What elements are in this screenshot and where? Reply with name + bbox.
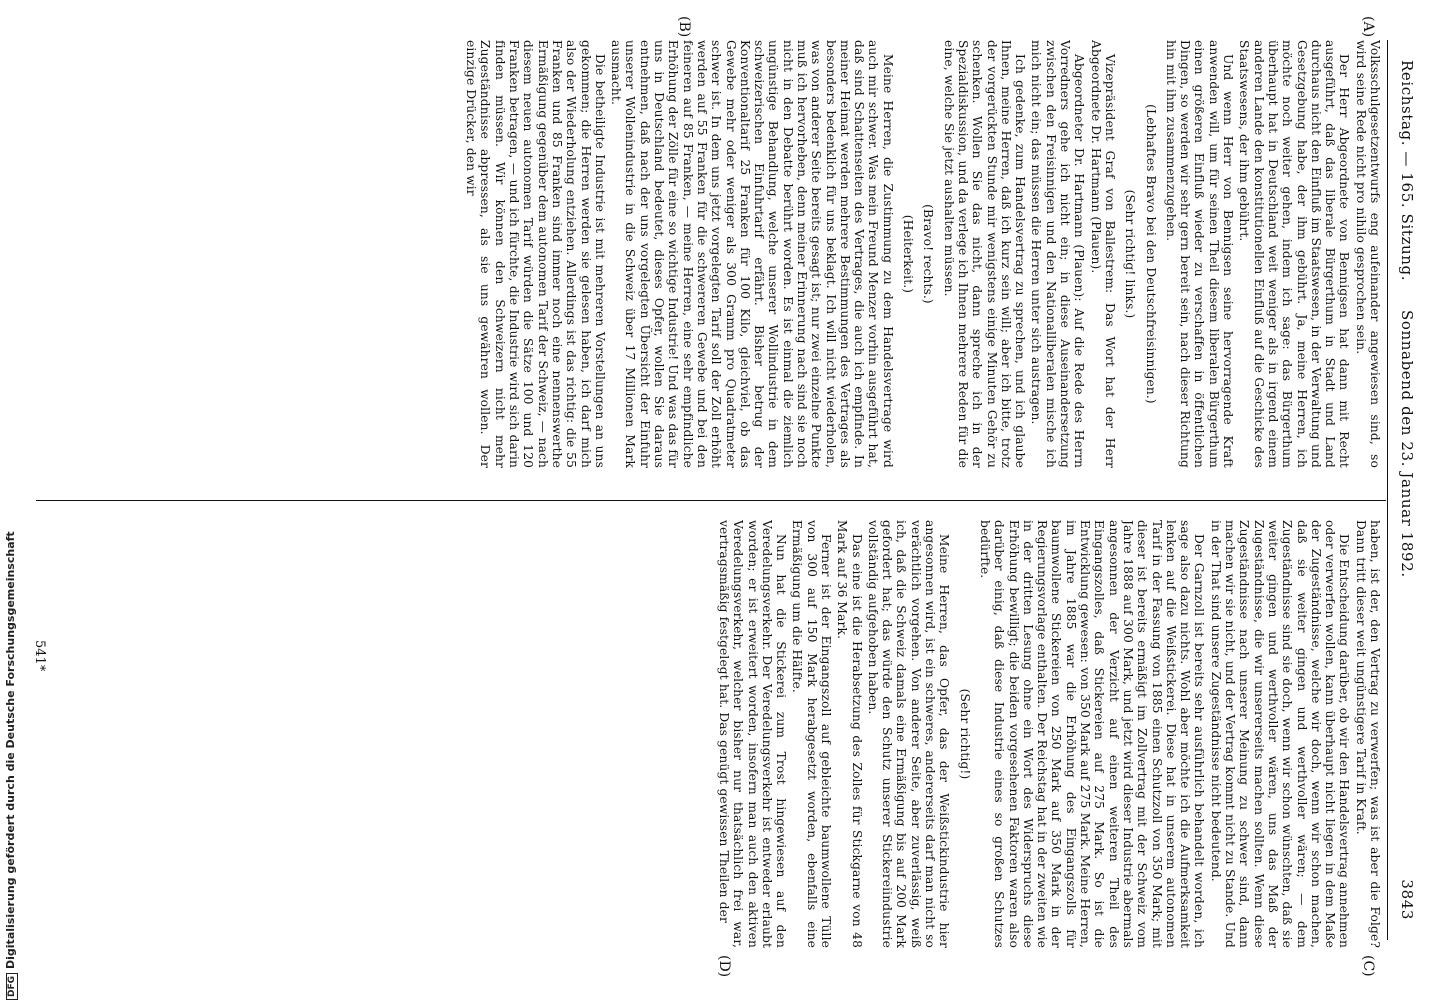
interjection: (Sehr richtig! links.) xyxy=(1123,189,1138,319)
header-date: Sonnabend den 23. Januar 1892. xyxy=(1398,310,1416,578)
page-header xyxy=(1390,60,1416,920)
header-rule xyxy=(1387,40,1388,940)
margin-marker-a: (A) xyxy=(1360,16,1376,38)
paragraph: Meine Herren, das Opfer, das der Weißstickindustrie hier angesonnen wird, ist ein schweres, andererseits darf man nicht so verächtlich vorgehen. Von anderer Seite, aber zuverlässig, weiß ich, daß die Schweiz damals eine Ermäßigung bis auf 200 Mark gefordert hat; das würde den Schutz unserer Stickereiindustrie vollständig aufgehoben haben. xyxy=(865,520,952,948)
paragraph: Meine Herren, die Zustimmung zu dem Handelsvertrage wird auch mir schwer. Was mein Freund Menzer vorhin ausgeführt hat, daß sind Schattenseiten des Vertrages, die auch ich empfinde. In meiner Heimat werden mehrere Bestimmungen des Vertrages als besonders bedenklich für uns beklagt. Ich will nicht wiederholen, was von anderer Seite bereits gesagt ist; nur zwei einzelne Punkte muß ich hervorheben, denn meiner Erinnerung nach sind sie noch nicht in den Debatte berührt worden. Es ist einmal die ziemlich ungünstige Behandlung, welche unserer Wollindustrie in dem schweizerischen Einfuhrtarif erfährt. Bisher betrug der Konventionaltarif 25 Franken für 100 Kilo, gleichviel, ob das Gewebe mehr oder weniger als 300 Gramm pro Quadratmeter schwer ist. In dem uns jetzt vorgelegten Tarif soll der Zoll erhöht werden auf 55 Franken für die schwereren Gewebe und bei den feineren auf 85 Franken, — meine Herren, eine sehr empfindliche Erhöhung der Zölle für eine so wichtige Industrie! Und was das für uns in Deutschland bedeutet, dieses Opfer, wollen Sie daraus entnehmen, daß nach der uns vorgelegten Übersicht der Einfuhr unserer Wollenindustrie in die Schweiz über 17 Millionen Mark ausmacht. xyxy=(609,40,895,468)
column-divider xyxy=(36,500,1386,501)
digitization-credit xyxy=(4,531,18,1000)
interjection: (Bravo! rechts.) xyxy=(921,204,936,304)
margin-marker-b: (B) xyxy=(676,16,692,38)
interjection: (Heiterkeit.) xyxy=(901,214,916,294)
signature-mark: 541* xyxy=(32,640,47,672)
paragraph: Ferner ist der Eingangszoll auf gebleichte baumwollene Tülle von 300 auf 150 Mark herabgesetzt worden, ebenfalls eine Ermäßigung um die Hälfte. xyxy=(790,520,834,948)
dfg-logo-icon: DFG xyxy=(6,973,18,1000)
left-text-column xyxy=(52,40,1382,468)
paragraph: Der Herr Abgeordnete von Bennigsen hat dann mit Recht ausgeführt, daß das liberale Bürgerthum in Stadt und Land durchaus nicht den Einfluß im Staatswesen, in der Verwaltung und Gesetzgebung habe, der ihm gebührt. Ja, meine Herren, ich möchte noch weiter gehen, indem ich sage: das Bürgerthum überhaupt hat in Deutschland weit weniger als in irgend einem anderen Lande den konstitutionellen Einfluß auf die Geschicke des Staatswesens, der ihm gebührt. xyxy=(1237,40,1352,468)
paragraph: Die Entscheidung darüber, ob wir den Handelsvertrag annehmen oder verwerfen wollen, kann überhaupt nicht liegen in dem Maße der Zugeständnisse, welche wir doch, wenn wir schon machen, daß sie weiter gingen und werthvoller wären; — dem Zugeständnisse sind sie doch, wenn wir schon wünschten, daß sie weiter gingen und werthvoller wären, uns das Maß der Zugeständnisse, die wir unsererseits machen sollten. Wenn diese Zugeständnisse nach unserer Meinung zu schwer sind, dann machen wir sie nicht, und der Vertrag kommt nicht zu Stande. Und in der That sind unsere Zugeständnisse nicht bedeutend. xyxy=(1208,520,1352,948)
paragraph: Ich gedenke, zum Handelsvertrag zu sprechen, und ich glaube Ihnen, meine Herren, daß ich kurz sein will; aber ich bitte, trotz der vorgerückten Stunde mir wenigstens einige Minuten Gehör zu schenken. Wollen Sie das nicht, dann spreche ich in der Spezialdiskussion, und da verlege ich Ihnen mehrere Reden für die eine, welche Sie jetzt aushalten müssen. xyxy=(941,40,1028,468)
paragraph: Der Garnzoll ist bereits sehr ausführlich behandelt worden, ich sage also dazu nichts. Wohl aber möchte ich die Aufmerksamkeit lenken auf die Weißstickerei. Diese hat in unserem autonomen Tarif in der Fassung von 1885 einen Schutzzoll von 350 Mark; mit dieser ist bereits ermäßigt im Zollvertrag mit der Schweiz vom Jahre 1888 auf 300 Mark, und jetzt wird dieser Industrie abermals angesonnen der Verzicht auf einen weiteren Theil des Eingangszolles, daß Stickereien auf 275 Mark. So ist die Entwicklung gewesen: von 350 Mark auf 275 Mark. Meine Herren, im Jahre 1885 war die Erhöhung des Eingangszolls für baumwollene Stickereien von 250 Mark auf 350 Mark in der Regierungsvorlage enthalten. Der Reichstag hat in der zweiten wie in der dritten Lesung ohne ein Wort des Widerspruchs diese Erhöhung bewilligt; die beiden vorgesehenen Faktoren waren also darüber einig, daß diese Industrie eines so großen Schutzes bedürfte. xyxy=(977,520,1207,948)
margin-marker-c: (C) xyxy=(1360,955,1376,977)
header-session: Reichstag. — 165. Sitzung. xyxy=(1398,60,1416,282)
speaker-intro: Abgeordneter Dr. Hartmann (Plauen): Auf die Rede des Herrn Vorredners gehe ich nicht ein; in diese Auseinandersetzung zwischen den Freisinnigen und den Nationalliberalen mische ich mich nicht ein; das müssen die Herren unter sich austragen. xyxy=(1029,40,1087,468)
page-number: 3843 xyxy=(1398,879,1416,920)
paragraph: Volksschulgesetzentwurfs eng aufeinander angewiesen sind, so wird seine Rede nicht pro nihilo gesprochen sein. xyxy=(1353,40,1382,468)
paragraph: Nun hat die Stickerei zum Trost hingewiesen auf den Veredelungsverkehr. Der Veredelungsverkehr ist entweder erlaubt worden; er ist erweitert worden, insofern man auch den aktiven Veredelungsverkehr, welcher bisher nur thatsächlich frei war, vertragsmäßig festgelegt hat. Das genügt gewissen Theilen der xyxy=(716,520,789,948)
margin-marker-d: (D) xyxy=(716,955,732,978)
paragraph: Das eine ist die Herabsetzung des Zolles für Stickgarne von 48 Mark auf 36 Mark. xyxy=(835,520,864,948)
paragraph: Und wenn Herr von Bennigsen seine hervorragende Kraft anwenden will, um für seinen Theil diesem liberalen Bürgerthum einen größeren Einfluß wieder zu verschaffen in öffentlichen Dingen, so werden wir sehr gern bereit sein, nach dieser Richtung hin mit ihm zusammenzugehen. xyxy=(1163,40,1236,468)
paragraph: haben, ist der, den Vertrag zu verwerfen; was ist aber die Folge? Dann tritt dieser weit ungünstigere Tarif in Kraft. xyxy=(1353,520,1382,948)
speaker-intro: Vizepräsident Graf von Ballestrem: Das Wort hat der Herr Abgeordnete Dr. Hartmann (Plauen). xyxy=(1088,40,1117,468)
right-text-column xyxy=(52,520,1382,948)
interjection: (Sehr richtig!) xyxy=(957,688,972,780)
credit-text: Digitalisierung gefördert durch die Deutsche Forschungsgemeinschaft xyxy=(4,531,17,969)
paragraph: Die betheiligte Industrie ist mit mehreren Vorstellungen an uns gekommen; die Herren werden sie gelesen haben, ich darf mich also der Wiederholung entziehen. Allerdings ist das richtig: die 55 Franken und 85 Franken sind immer noch eine nennenswerthe Ermäßigung gegenüber dem autonomen Tarif der Schweiz, — nach diesem neuen autonomen Tarif würden die Sätze 100 und 120 Franken betragen, — und ich fürchte, die Industrie wird sich darin finden müssen. Wir können den Schweizern nicht mehr Zugeständnisse abpressen, als sie uns gewähren wollen. Der einzige Drücker, den wir xyxy=(464,40,607,468)
interjection: (Lebhaftes Bravo bei den Deutschfreisinnigen.) xyxy=(1143,104,1158,404)
